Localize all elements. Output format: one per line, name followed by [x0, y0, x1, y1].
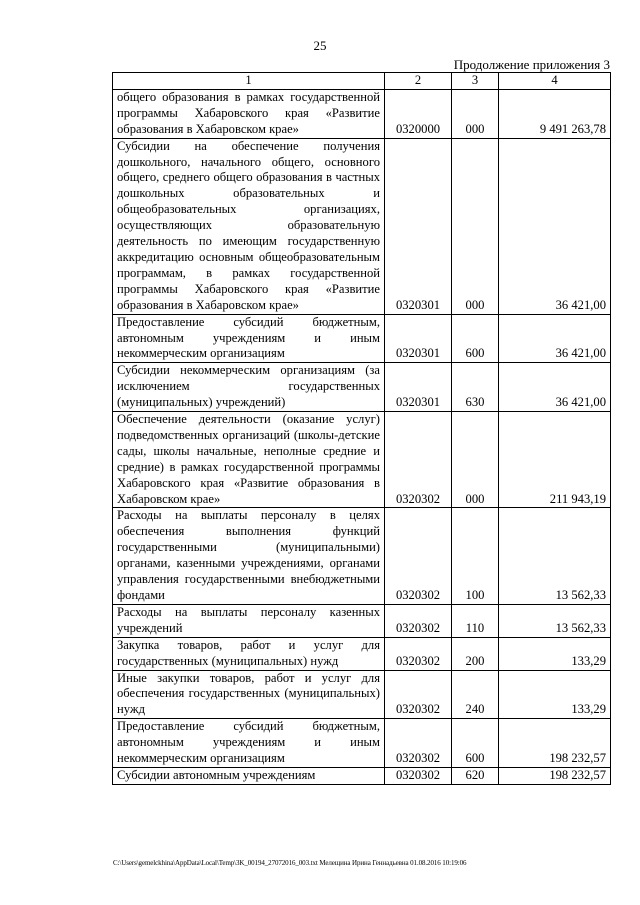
- table-row: [113, 138, 611, 314]
- row-type: 200: [452, 637, 499, 670]
- row-amount: 211 943,19: [499, 412, 611, 508]
- row-amount: 133,29: [499, 637, 611, 670]
- row-amount: 13 562,33: [499, 508, 611, 604]
- row-type: 620: [452, 767, 499, 784]
- row-code: 0320302: [385, 767, 452, 784]
- file-path-footer: C:\Users\gemelckhina\AppData\Local\Temp\3K_00194_27072016_003.txt Мелещина Ирина Геннадьевна 01.08.2016 10:19:06: [113, 859, 467, 867]
- table-row: [113, 314, 611, 363]
- header-row: [113, 73, 611, 90]
- table-row: [113, 670, 611, 719]
- row-code: 0320302: [385, 637, 452, 670]
- row-name: Иные закупки товаров, работ и услуг для обеспечения государственных (муниципальных) нужд: [113, 670, 385, 719]
- row-name: Расходы на выплаты персоналу казенных учреждений: [113, 604, 385, 637]
- row-amount: 36 421,00: [499, 363, 611, 412]
- header-col-2: 2: [385, 73, 452, 90]
- row-code: 0320301: [385, 138, 452, 314]
- row-name: Предоставление субсидий бюджетным, автономным учреждениям и иным некоммерческим организациям: [113, 719, 385, 768]
- row-type: 100: [452, 508, 499, 604]
- continuation-label: Продолжение приложения 3: [453, 57, 610, 72]
- row-name: Субсидии некоммерческим организациям (за исключением государственных (муниципальных) учреждений): [113, 363, 385, 412]
- row-type: 600: [452, 719, 499, 768]
- row-name: Расходы на выплаты персоналу в целях обеспечения выполнения функций государственными (муниципальными) органами, казенными учреждениями, органами управления государственными внебюджетными фондами: [113, 508, 385, 604]
- row-type: 000: [452, 138, 499, 314]
- table-row: [113, 767, 611, 784]
- row-name: Закупка товаров, работ и услуг для государственных (муниципальных) нужд: [113, 637, 385, 670]
- row-type: 110: [452, 604, 499, 637]
- budget-table: [112, 72, 611, 785]
- row-code: 0320302: [385, 508, 452, 604]
- row-amount: 198 232,57: [499, 719, 611, 768]
- row-code: 0320301: [385, 363, 452, 412]
- row-name: общего образования в рамках государственной программы Хабаровского края «Развитие образования в Хабаровском крае»: [113, 89, 385, 138]
- row-amount: 133,29: [499, 670, 611, 719]
- table-row: [113, 412, 611, 508]
- row-amount: 9 491 263,78: [499, 89, 611, 138]
- page-number: 25: [313, 38, 327, 53]
- table-row: [113, 89, 611, 138]
- row-amount: 36 421,00: [499, 314, 611, 363]
- row-amount: 36 421,00: [499, 138, 611, 314]
- row-name: Предоставление субсидий бюджетным, автономным учреждениям и иным некоммерческим организациям: [113, 314, 385, 363]
- row-name: Обеспечение деятельности (оказание услуг) подведомственных организаций (школы-детские сады, школы начальные, неполные средние и средние) в рамках государственной программы Хабаровского края «Развитие образования в Хабаровском крае»: [113, 412, 385, 508]
- header-col-4: 4: [499, 73, 611, 90]
- row-amount: 198 232,57: [499, 767, 611, 784]
- row-type: 600: [452, 314, 499, 363]
- row-code: 0320302: [385, 670, 452, 719]
- table-row: [113, 363, 611, 412]
- row-type: 000: [452, 89, 499, 138]
- row-name: Субсидии на обеспечение получения дошкольного, начального общего, основного общего, среднего общего образования в частных дошкольных образовательных и общеобразовательных организациях, осуществляющих образовательную деятельность по имеющим государственную аккредитацию основным общеобразовательным программам, в рамках государственной программы Хабаровского края «Развитие образования в Хабаровском крае»: [113, 138, 385, 314]
- row-code: 0320302: [385, 719, 452, 768]
- row-type: 240: [452, 670, 499, 719]
- row-amount: 13 562,33: [499, 604, 611, 637]
- row-type: 000: [452, 412, 499, 508]
- row-code: 0320000: [385, 89, 452, 138]
- table-row: [113, 637, 611, 670]
- header-col-3: 3: [452, 73, 499, 90]
- header-col-1: 1: [113, 73, 385, 90]
- row-code: 0320302: [385, 412, 452, 508]
- row-code: 0320301: [385, 314, 452, 363]
- table-row: [113, 604, 611, 637]
- row-name: Субсидии автономным учреждениям: [113, 767, 385, 784]
- table-row: [113, 719, 611, 768]
- table-row: [113, 508, 611, 604]
- row-type: 630: [452, 363, 499, 412]
- row-code: 0320302: [385, 604, 452, 637]
